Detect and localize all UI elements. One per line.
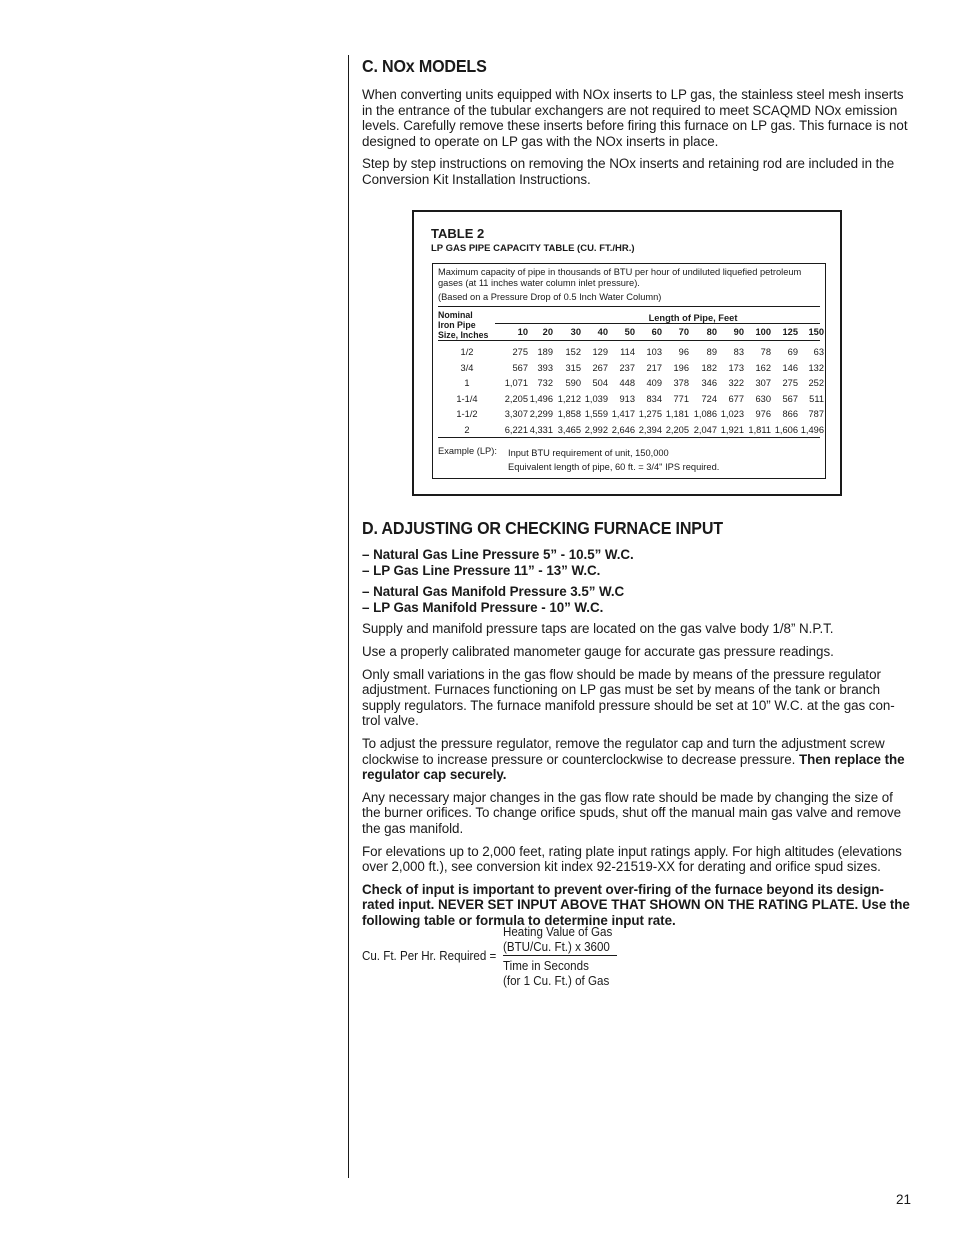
length-header-cell: 40 — [597, 327, 608, 337]
capacity-cell: 2,205 — [665, 424, 689, 435]
capacity-cell: 567 — [512, 362, 528, 373]
capacity-cell: 114 — [620, 347, 635, 357]
capacity-cell: 1,086 — [693, 409, 717, 419]
capacity-cell: 146 — [782, 362, 798, 373]
capacity-cell: 173 — [728, 362, 744, 373]
table-2-note — [438, 267, 822, 303]
section-c-paragraph-2: Step by step instructions on removing the NOx inserts and retaining rod are included in the Conversion Kit Installation Instructions. — [362, 156, 895, 187]
capacity-cell: 1,071 — [504, 378, 528, 388]
table-2-note-1: Maximum capacity of pipe in thousands of BTU per hour of undiluted liquefied petroleum gases (at 11 inches water column inlet pressure). — [438, 267, 802, 288]
section-c-paragraph-1: When converting units equipped with NOx inserts to LP gas, the stainless steel mesh inserts in the entrance of the tubular exchangers are not required to meet SCAQMD NOx emission levels. Carefully remove these inserts before firing this furnace on LP gas. This furnace is not designed to operate on LP gas with the NOx inserts in place. — [362, 87, 908, 149]
capacity-cell: 2,992 — [584, 424, 608, 435]
capacity-cell: 630 — [755, 393, 771, 404]
nominal-header-line-2: Iron Pipe — [438, 320, 476, 331]
table-2-title: TABLE 2 — [431, 226, 485, 241]
page-number: 21 — [896, 1192, 912, 1207]
nominal-size-header — [438, 310, 488, 341]
capacity-cell: 771 — [673, 393, 689, 404]
capacity-cell: 2,047 — [693, 424, 717, 435]
capacity-cell: 2,394 — [638, 424, 662, 435]
capacity-cell: 129 — [592, 347, 608, 357]
capacity-cell: 511 — [809, 393, 824, 404]
capacity-cell: 162 — [755, 362, 771, 373]
spec-lp-manifold-pressure: – LP Gas Manifold Pressure - 10” W.C. — [362, 599, 604, 615]
capacity-cell: 63 — [813, 347, 824, 357]
capacity-cell: 4,331 — [529, 424, 553, 435]
paragraph-check-input-warning: Check of input is important to prevent over-firing of the furnace beyond its design-rated input. NEVER SET INPUT ABOVE THAT SHOWN ON THE RATING PLATE. Use the following table or formula to determine input rate. — [362, 881, 910, 928]
capacity-cell: 78 — [760, 347, 771, 357]
length-header-cell: 70 — [678, 327, 689, 337]
example-line-1: Input BTU requirement of unit, 150,000 — [508, 448, 669, 458]
table-2-rule-header — [438, 340, 820, 341]
table-2-rule-top — [438, 306, 820, 307]
capacity-cell: 189 — [537, 347, 553, 357]
example-text — [508, 446, 719, 474]
capacity-cell: 1,496 — [800, 424, 824, 435]
capacity-cell: 103 — [646, 347, 662, 357]
capacity-cell: 6,221 — [504, 424, 528, 435]
length-header-cell: 150 — [808, 327, 824, 337]
pipe-size-cell: 3/4 — [460, 362, 474, 373]
paragraph-small-variations: Only small variations in the gas flow should be made by means of the pressure regulator adjustment. Furnaces functioning on LP gas must be set by means of the tank or branch supply regulators. The furnace manifold pressure should be set at 10” W.C. at the gas con-trol valve. — [362, 666, 895, 729]
formula-fraction-bar — [503, 955, 617, 956]
adjust-regulator-bold: Then replace the regulator cap securely. — [362, 751, 905, 783]
pipe-size-cell: 1-1/4 — [456, 393, 478, 404]
adjust-regulator-text: To adjust the pressure regulator, remove the regulator cap and turn the adjustment screw clockwise to increase pressure or counterclockwise to decrease pressure. — [362, 735, 885, 767]
formula-denominator-line-1: Time in Seconds — [503, 959, 589, 973]
capacity-cell: 1,606 — [774, 424, 798, 435]
capacity-cell: 307 — [755, 378, 771, 388]
column-divider — [348, 55, 349, 1178]
capacity-cell: 866 — [782, 409, 798, 419]
paragraph-adjust-regulator — [362, 736, 912, 783]
pipe-size-cell: 1-1/2 — [456, 409, 478, 419]
paragraph-pressure-taps: Supply and manifold pressure taps are located on the gas valve body 1/8” N.P.T. — [362, 621, 834, 637]
capacity-cell: 1,023 — [720, 409, 744, 419]
formula-numerator — [503, 925, 612, 955]
capacity-cell: 1,496 — [529, 393, 553, 404]
capacity-cell: 1,417 — [611, 409, 635, 419]
table-2-rule-bottom — [438, 437, 820, 438]
table-2-subtitle: LP GAS PIPE CAPACITY TABLE (CU. FT./HR.) — [431, 243, 635, 254]
length-header-cell: 125 — [782, 327, 798, 337]
length-header-cell: 60 — [651, 327, 662, 337]
formula-numerator-line-1: Heating Value of Gas — [503, 925, 613, 939]
capacity-cell: 267 — [592, 362, 608, 373]
capacity-cell: 393 — [537, 362, 553, 373]
capacity-cell: 132 — [808, 362, 824, 373]
formula-denominator-line-2: (for 1 Cu. Ft.) of Gas — [503, 974, 610, 988]
capacity-cell: 322 — [728, 378, 744, 388]
capacity-cell: 448 — [619, 378, 635, 388]
capacity-cell: 1,039 — [584, 393, 608, 404]
capacity-cell: 69 — [787, 347, 798, 357]
capacity-cell: 834 — [646, 393, 662, 404]
formula-numerator-line-2: (BTU/Cu. Ft.) x 3600 — [503, 940, 610, 954]
section-d — [362, 518, 912, 928]
length-header-cell: 20 — [542, 327, 553, 337]
capacity-cell: 2,646 — [611, 424, 635, 435]
length-header-cell: 10 — [517, 327, 528, 337]
capacity-cell: 2,299 — [529, 409, 553, 419]
spec-natural-line-pressure: – Natural Gas Line Pressure 5” - 10.5” W.C. — [362, 547, 634, 562]
length-header-cell: 30 — [570, 327, 581, 337]
table-2-box — [412, 210, 842, 496]
capacity-cell: 182 — [701, 362, 717, 373]
capacity-cell: 346 — [701, 378, 717, 388]
capacity-cell: 1,811 — [748, 424, 771, 435]
capacity-cell: 275 — [512, 347, 528, 357]
capacity-cell: 315 — [565, 362, 581, 373]
paragraph-manometer: Use a properly calibrated manometer gauge for accurate gas pressure readings. — [362, 643, 834, 659]
table-2-note-2: (Based on a Pressure Drop of 0.5 Inch Water Column) — [438, 292, 662, 302]
capacity-cell: 590 — [565, 378, 581, 388]
capacity-cell: 275 — [782, 378, 798, 388]
length-of-pipe-header: Length of Pipe, Feet — [648, 313, 738, 323]
capacity-cell: 152 — [565, 347, 581, 357]
capacity-cell: 1,181 — [665, 409, 689, 419]
capacity-cell: 732 — [537, 378, 553, 388]
capacity-cell: 237 — [619, 362, 635, 373]
capacity-cell: 252 — [808, 378, 824, 388]
capacity-cell: 567 — [782, 393, 798, 404]
capacity-cell: 787 — [808, 409, 824, 419]
pipe-size-cell: 1 — [464, 378, 470, 388]
capacity-cell: 1,921 — [720, 424, 744, 435]
capacity-cell: 3,465 — [557, 424, 581, 435]
example-label: Example (LP): — [438, 446, 497, 456]
capacity-cell: 913 — [619, 393, 635, 404]
capacity-cell: 1,559 — [584, 409, 608, 419]
nominal-header-line-3: Size, Inches — [438, 330, 489, 341]
capacity-cell: 378 — [673, 378, 689, 388]
length-header-cell: 80 — [706, 327, 717, 337]
pipe-size-cell: 1/2 — [460, 347, 474, 357]
formula-left: Cu. Ft. Per Hr. Required = — [362, 949, 497, 963]
table-2-inner-box — [432, 263, 826, 479]
capacity-cell: 96 — [678, 347, 689, 357]
length-header-cell: 90 — [733, 327, 744, 337]
capacity-cell: 196 — [673, 362, 689, 373]
nominal-header-line-1: Nominal — [438, 310, 473, 320]
section-c — [362, 56, 912, 188]
capacity-cell: 976 — [755, 409, 771, 419]
capacity-cell: 724 — [701, 393, 717, 404]
section-d-heading: D. ADJUSTING OR CHECKING FURNACE INPUT — [362, 518, 723, 538]
capacity-cell: 677 — [728, 393, 744, 404]
spec-lp-line-pressure: – LP Gas Line Pressure 11” - 13” W.C. — [362, 562, 601, 578]
section-c-heading: C. NOx MODELS — [362, 56, 487, 76]
formula-denominator — [503, 959, 609, 989]
capacity-cell: 83 — [733, 347, 744, 357]
paragraph-major-changes: Any necessary major changes in the gas flow rate should be made by changing the size of the burner orifices. To change orifice spuds, shut off the manual main gas valve and remove the gas manifold. — [362, 789, 902, 836]
length-header-rule — [495, 323, 820, 324]
capacity-cell: 2,205 — [504, 393, 528, 404]
pipe-size-cell: 2 — [464, 424, 470, 435]
capacity-cell: 3,307 — [504, 409, 528, 419]
capacity-cell: 217 — [646, 362, 662, 373]
paragraph-elevations: For elevations up to 2,000 feet, rating plate input ratings apply. For high altitudes (elevations over 2,000 ft.), see conversion kit index 92-21519-XX for derating and orifice spud sizes. — [362, 843, 902, 875]
capacity-cell: 1,212 — [557, 393, 581, 404]
length-header-cell: 100 — [755, 327, 771, 337]
capacity-cell: 1,858 — [557, 409, 581, 419]
length-header-cell: 50 — [624, 327, 635, 337]
capacity-cell: 504 — [592, 378, 608, 388]
capacity-cell: 409 — [646, 378, 662, 388]
capacity-cell: 89 — [706, 347, 717, 357]
capacity-cell: 1,275 — [638, 409, 662, 419]
example-line-2: Equivalent length of pipe, 60 ft. = 3/4" IPS required. — [508, 462, 720, 472]
spec-natural-manifold-pressure: – Natural Gas Manifold Pressure 3.5” W.C — [362, 584, 625, 600]
